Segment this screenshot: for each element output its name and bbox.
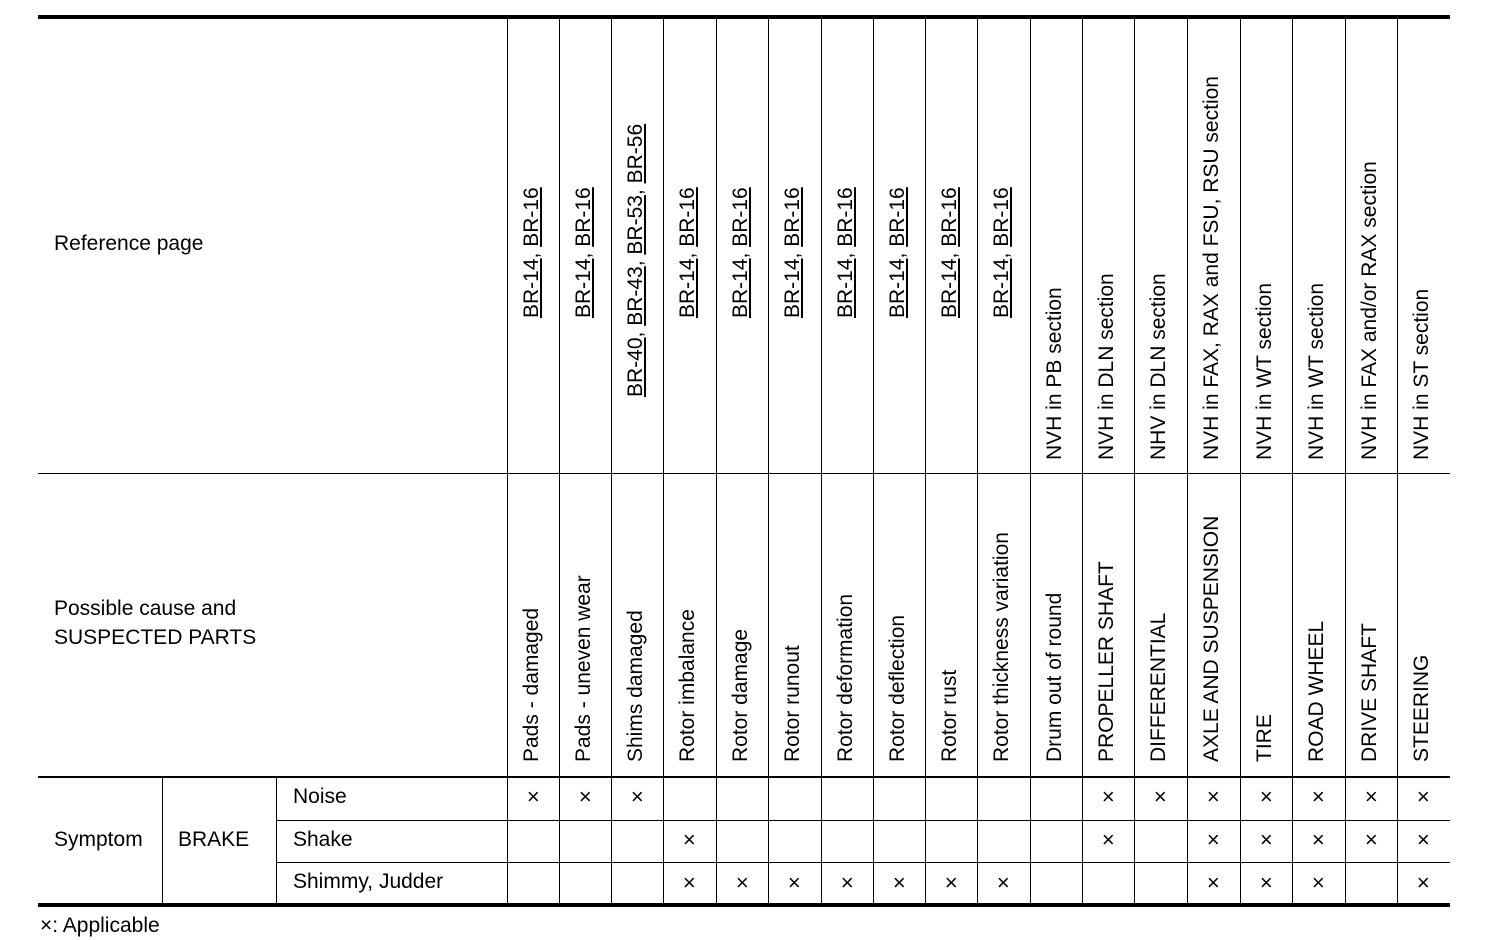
reference-link[interactable]: BR-14 — [938, 258, 962, 318]
reference-cell — [625, 124, 647, 397]
reference-link[interactable]: BR-14 — [886, 258, 910, 318]
reference-link[interactable]: BR-53 — [624, 195, 648, 255]
reference-link[interactable]: BR-16 — [781, 187, 805, 247]
reference-text: NVH in FAX, RAX and FSU, RSU section — [1200, 76, 1224, 460]
reference-cell — [782, 187, 804, 318]
suspected-part-label: Shims damaged — [624, 610, 648, 762]
applicable-mark: × — [1101, 784, 1115, 809]
applicable-mark: × — [1364, 827, 1378, 852]
reference-link[interactable]: BR-16 — [572, 187, 596, 247]
applicable-mark: × — [1311, 784, 1325, 809]
reference-divider — [38, 473, 1450, 474]
reference-cell — [939, 187, 961, 318]
reference-cell — [1254, 283, 1276, 460]
parts-divider — [38, 776, 1450, 778]
reference-cell — [887, 187, 909, 318]
possible-cause-line1: Possible cause and — [54, 597, 237, 620]
column-divider — [1030, 17, 1031, 905]
reference-link[interactable]: BR-14 — [572, 258, 596, 318]
row-divider-1 — [276, 820, 1450, 821]
reference-cell — [835, 187, 857, 318]
suspected-part-label: AXLE AND SUSPENSION — [1200, 515, 1224, 762]
reference-cell — [730, 187, 752, 318]
row-label-shake: Shake — [293, 828, 353, 851]
applicable-mark: × — [578, 784, 592, 809]
reference-text: NVH in WT section — [1253, 283, 1277, 460]
applicable-mark: × — [787, 870, 801, 895]
reference-link[interactable]: BR-43 — [624, 266, 648, 326]
reference-cell — [1201, 76, 1223, 460]
possible-cause-label — [54, 594, 256, 652]
row-label-noise: Noise — [293, 785, 347, 808]
reference-link[interactable]: BR-16 — [676, 187, 700, 247]
reference-cell — [573, 187, 595, 318]
reference-text: NVH in DLN section — [1095, 273, 1119, 460]
group-divider — [276, 777, 277, 905]
reference-text: , — [886, 246, 910, 259]
suspected-part-label: STEERING — [1410, 654, 1434, 762]
applicable-mark: × — [1259, 784, 1273, 809]
column-divider — [1292, 17, 1293, 905]
suspected-part-label: ROAD WHEEL — [1305, 620, 1329, 762]
column-divider — [1240, 17, 1241, 905]
applicable-mark: × — [1206, 870, 1220, 895]
suspected-part-label: Pads - damaged — [520, 607, 544, 762]
suspected-part-label: Pads - uneven wear — [572, 575, 596, 762]
reference-link[interactable]: BR-40 — [624, 337, 648, 397]
reference-link[interactable]: BR-56 — [624, 123, 648, 184]
suspected-part-label: Rotor rust — [938, 669, 962, 762]
suspected-part-label: DIFFERENTIAL — [1147, 612, 1171, 762]
reference-page-label: Reference page — [54, 232, 204, 255]
applicable-mark: × — [1259, 870, 1273, 895]
applicable-mark: × — [1416, 870, 1430, 895]
reference-text: , — [990, 246, 1014, 259]
reference-text: NVH in WT section — [1305, 283, 1329, 460]
reference-cell — [1096, 273, 1118, 460]
applicable-mark: × — [1101, 827, 1115, 852]
applicable-mark: × — [735, 870, 749, 895]
column-divider — [1345, 17, 1346, 905]
reference-cell — [1359, 161, 1381, 460]
reference-text: NVH in ST section — [1410, 288, 1434, 460]
column-divider — [663, 17, 664, 905]
column-divider — [925, 17, 926, 905]
column-divider — [611, 17, 612, 905]
applicable-mark: × — [1416, 827, 1430, 852]
reference-cell — [1411, 289, 1433, 460]
reference-cell — [1148, 273, 1170, 460]
reference-link[interactable]: BR-14 — [729, 258, 753, 318]
suspected-part-label: PROPELLER SHAFT — [1095, 561, 1119, 762]
column-divider — [559, 17, 560, 905]
reference-text: NHV in DLN section — [1147, 273, 1171, 460]
reference-link[interactable]: BR-16 — [990, 187, 1014, 247]
suspected-part-label: Rotor thickness variation — [990, 532, 1014, 762]
applicable-mark: × — [682, 870, 696, 895]
reference-text: , — [624, 325, 648, 338]
reference-text: , — [624, 254, 648, 267]
reference-link[interactable]: BR-16 — [938, 187, 962, 247]
reference-link[interactable]: BR-14 — [520, 258, 544, 318]
applicable-mark: × — [1259, 827, 1273, 852]
table-bottom-border — [38, 903, 1450, 907]
column-divider — [821, 17, 822, 905]
column-divider — [1187, 17, 1188, 905]
applicable-mark: × — [1206, 784, 1220, 809]
reference-text: , — [834, 246, 858, 259]
reference-text: NVH in FAX and/or RAX section — [1358, 161, 1382, 460]
applicable-mark: × — [840, 870, 854, 895]
possible-cause-line2: SUSPECTED PARTS — [54, 626, 257, 649]
applicable-mark: × — [1153, 784, 1167, 809]
legend-symbol: × — [40, 914, 53, 937]
reference-link[interactable]: BR-16 — [520, 187, 544, 247]
applicable-mark: × — [630, 784, 644, 809]
reference-link[interactable]: BR-14 — [834, 258, 858, 318]
applicable-mark: × — [1206, 827, 1220, 852]
reference-link[interactable]: BR-16 — [886, 187, 910, 247]
column-divider — [873, 17, 874, 905]
applicable-mark: × — [892, 870, 906, 895]
symptom-label: Symptom — [54, 828, 143, 851]
column-divider — [716, 17, 717, 905]
applicable-mark: × — [1311, 827, 1325, 852]
column-divider — [507, 17, 508, 905]
reference-link[interactable]: BR-16 — [729, 187, 753, 247]
suspected-part-label: Rotor damage — [729, 628, 753, 762]
reference-cell — [991, 187, 1013, 318]
column-divider — [1134, 17, 1135, 905]
symptom-divider — [162, 777, 163, 905]
row-divider-2 — [276, 862, 1450, 863]
suspected-part-label: DRIVE SHAFT — [1358, 623, 1382, 762]
legend — [40, 911, 160, 940]
column-divider — [1397, 17, 1398, 905]
reference-text: , — [572, 246, 596, 259]
column-divider — [977, 17, 978, 905]
reference-cell — [1306, 283, 1328, 460]
suspected-part-label: Rotor runout — [781, 645, 805, 762]
suspected-part-label: Rotor imbalance — [676, 609, 700, 762]
reference-text: , — [781, 246, 805, 259]
applicable-mark: × — [1416, 784, 1430, 809]
table-top-border — [38, 15, 1450, 19]
applicable-mark: × — [1364, 784, 1378, 809]
brake-label: BRAKE — [178, 828, 250, 851]
reference-link[interactable]: BR-14 — [990, 258, 1014, 318]
reference-cell — [521, 187, 543, 318]
row-label-shimmy-judder: Shimmy, Judder — [293, 870, 444, 893]
reference-text: , — [938, 246, 962, 259]
reference-text: , — [520, 246, 544, 259]
applicable-mark: × — [996, 870, 1010, 895]
column-divider — [768, 17, 769, 905]
applicable-mark: × — [682, 827, 696, 852]
applicable-mark: × — [1311, 870, 1325, 895]
applicable-mark: × — [944, 870, 958, 895]
suspected-part-label: Rotor deformation — [834, 593, 858, 762]
reference-text: NVH in PB section — [1043, 287, 1067, 460]
suspected-part-label: Rotor deflection — [886, 614, 910, 762]
reference-link[interactable]: BR-14 — [676, 258, 700, 318]
applicable-mark: × — [526, 784, 540, 809]
column-divider — [1082, 17, 1083, 905]
reference-cell — [677, 187, 699, 318]
suspected-part-label: TIRE — [1253, 714, 1277, 762]
legend-text: : Applicable — [52, 914, 160, 937]
suspected-part-label: Drum out of round — [1043, 592, 1067, 762]
reference-link[interactable]: BR-16 — [834, 187, 858, 247]
reference-link[interactable]: BR-14 — [781, 258, 805, 318]
reference-text: , — [729, 246, 753, 259]
reference-text: , — [676, 246, 700, 259]
reference-cell — [1044, 287, 1066, 460]
reference-text: , — [624, 183, 648, 196]
